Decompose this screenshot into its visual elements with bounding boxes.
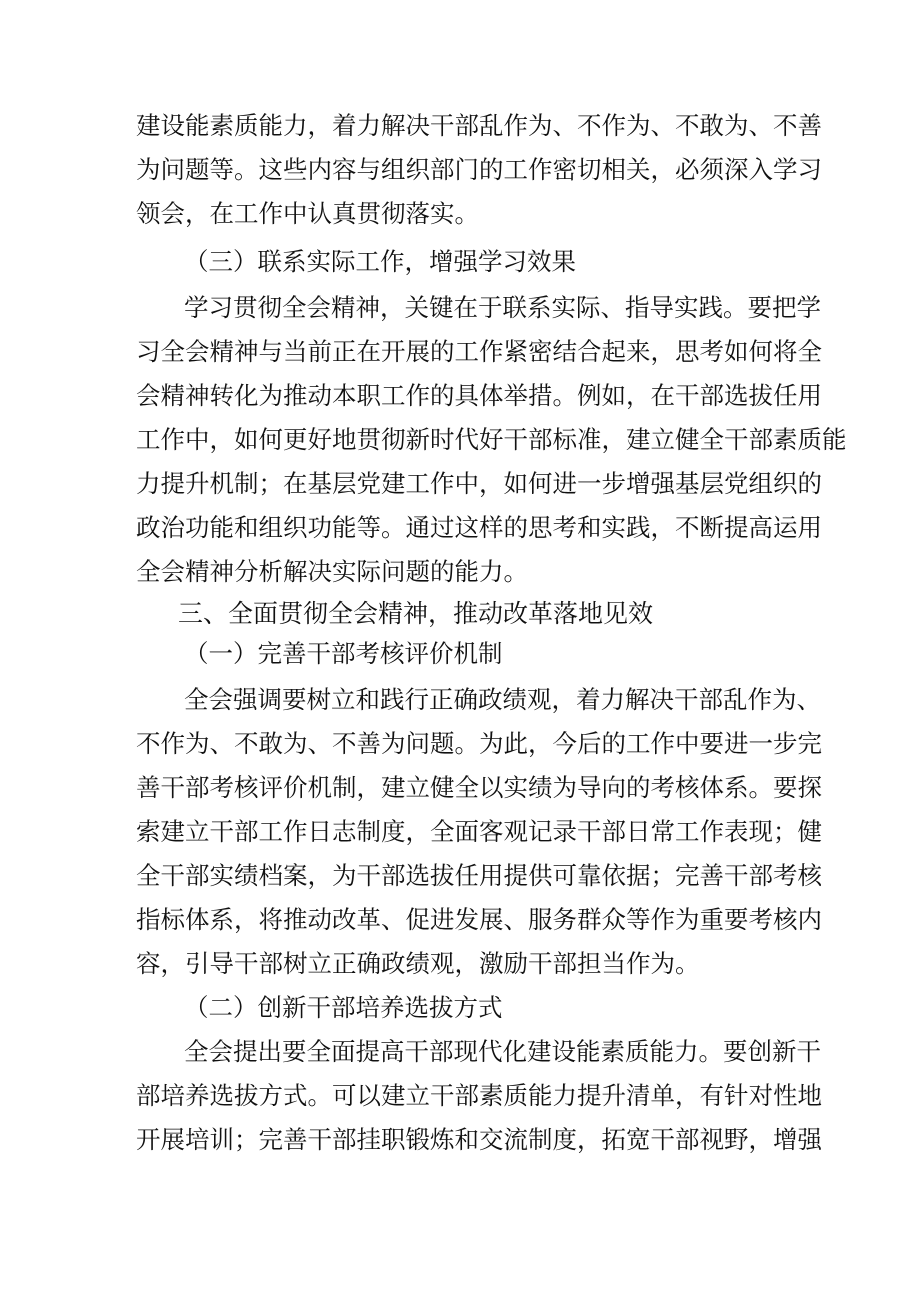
paragraph-line: 全会提出要全面提高干部现代化建设能素质能力。要创新干 <box>184 1037 821 1066</box>
subsection-heading-2: （二）创新干部培养选拔方式 <box>184 993 503 1022</box>
paragraph-line: 不作为、不敢为、不善为问题。为此，今后的工作中要进一步完 <box>136 729 822 758</box>
paragraph-line: 开展培训；完善干部挂职锻炼和交流制度，拓宽干部视野，增强 <box>136 1125 822 1154</box>
paragraph-line: 政治功能和组织功能等。通过这样的思考和实践，不断提高运用 <box>136 513 822 542</box>
paragraph-line: 善干部考核评价机制，建立健全以实绩为导向的考核体系。要探 <box>136 773 822 802</box>
paragraph-line: 力提升机制；在基层党建工作中，如何进一步增强基层党组织的 <box>136 469 822 498</box>
paragraph-line: 建设能素质能力，着力解决干部乱作为、不作为、不敢为、不善 <box>136 111 822 140</box>
paragraph-line: 领会，在工作中认真贯彻落实。 <box>136 199 479 228</box>
paragraph-line: 习全会精神与当前正在开展的工作紧密结合起来，思考如何将全 <box>136 337 822 366</box>
paragraph-line: 会精神转化为推动本职工作的具体举措。例如，在干部选拔任用 <box>136 381 822 410</box>
paragraph-line: 为问题等。这些内容与组织部门的工作密切相关，必须深入学习 <box>136 155 822 184</box>
subsection-heading-1: （一）完善干部考核评价机制 <box>184 639 503 668</box>
paragraph-line: 部培养选拔方式。可以建立干部素质能力提升清单，有针对性地 <box>136 1081 822 1110</box>
paragraph-line: 指标体系，将推动改革、促进发展、服务群众等作为重要考核内 <box>136 905 822 934</box>
paragraph-line: 全会强调要树立和践行正确政绩观，着力解决干部乱作为、 <box>184 685 821 714</box>
subsection-heading-3: （三）联系实际工作，增强学习效果 <box>184 247 576 276</box>
paragraph-line: 索建立干部工作日志制度，全面客观记录干部日常工作表现；健 <box>136 817 822 846</box>
paragraph-line: 学习贯彻全会精神，关键在于联系实际、指导实践。要把学 <box>184 293 821 322</box>
paragraph-line: 工作中，如何更好地贯彻新时代好干部标准，建立健全干部素质能 <box>136 425 847 454</box>
paragraph-line: 容，引导干部树立正确政绩观，激励干部担当作为。 <box>136 949 700 978</box>
section-heading: 三、全面贯彻全会精神，推动改革落地见效 <box>178 599 654 628</box>
paragraph-line: 全干部实绩档案，为干部选拔任用提供可靠依据；完善干部考核 <box>136 861 822 890</box>
paragraph-line: 全会精神分析解决实际问题的能力。 <box>136 557 528 586</box>
